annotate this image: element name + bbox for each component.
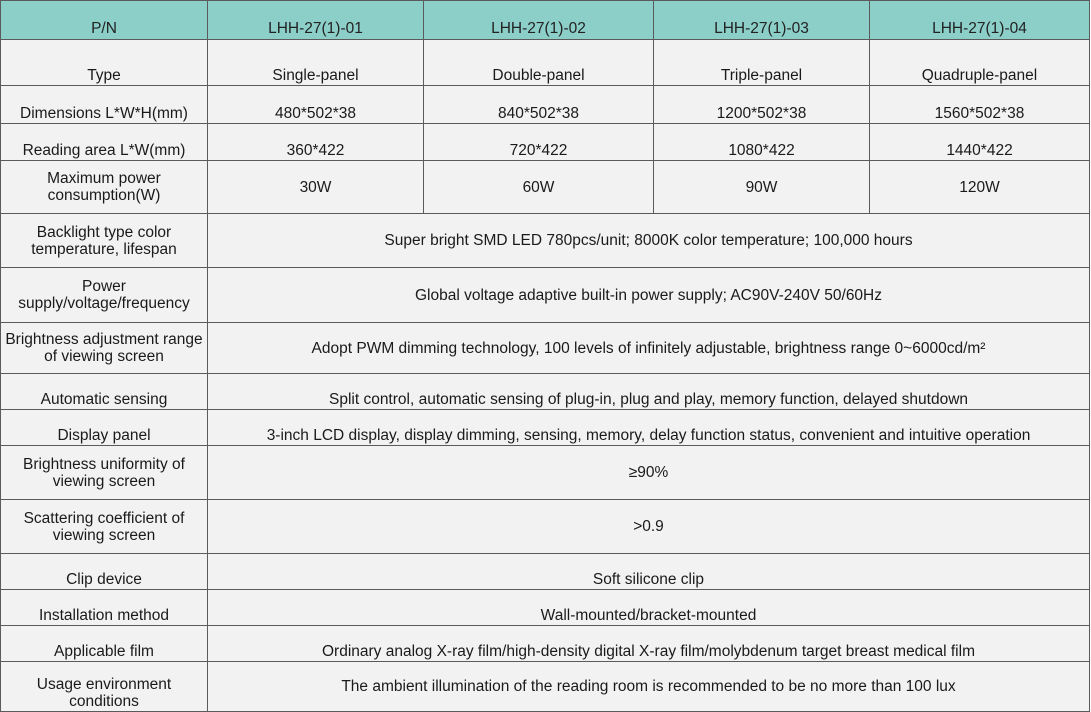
- value-cell: Triple-panel: [654, 40, 870, 86]
- row-label-cell: Usage environment conditions: [1, 662, 208, 712]
- row-label-cell: Display panel: [1, 410, 208, 446]
- row-label-cell: Type: [1, 40, 208, 86]
- row-label-cell: Scattering coefficient of viewing screen: [1, 500, 208, 554]
- merged-value-cell: ≥90%: [208, 446, 1090, 500]
- table-row: [1, 410, 1090, 446]
- value-cell: 120W: [870, 161, 1090, 214]
- merged-value-cell: 3-inch LCD display, display dimming, sensing, memory, delay function status, convenient and intuitive operation: [208, 410, 1090, 446]
- header-model-cell: LHH-27(1)-04: [870, 1, 1090, 40]
- table-row: [1, 446, 1090, 500]
- merged-value-cell: Ordinary analog X-ray film/high-density digital X-ray film/molybdenum target breast medical film: [208, 626, 1090, 662]
- table-row: [1, 323, 1090, 374]
- row-label-cell: Applicable film: [1, 626, 208, 662]
- merged-value-cell: >0.9: [208, 500, 1090, 554]
- value-cell: Single-panel: [208, 40, 424, 86]
- table-row: [1, 590, 1090, 626]
- row-label-cell: Dimensions L*W*H(mm): [1, 86, 208, 124]
- row-label-cell: Automatic sensing: [1, 374, 208, 410]
- row-label-cell: Maximum power consumption(W): [1, 161, 208, 214]
- header-row: [1, 1, 1090, 40]
- table-row: [1, 626, 1090, 662]
- table-row: [1, 40, 1090, 86]
- merged-value-cell: Wall-mounted/bracket-mounted: [208, 590, 1090, 626]
- value-cell: 720*422: [424, 124, 654, 161]
- table-row: [1, 86, 1090, 124]
- row-label-cell: Brightness uniformity of viewing screen: [1, 446, 208, 500]
- value-cell: 840*502*38: [424, 86, 654, 124]
- table-row: [1, 500, 1090, 554]
- value-cell: Double-panel: [424, 40, 654, 86]
- merged-value-cell: The ambient illumination of the reading room is recommended to be no more than 100 lux: [208, 662, 1090, 712]
- merged-value-cell: Soft silicone clip: [208, 554, 1090, 590]
- value-cell: 360*422: [208, 124, 424, 161]
- table-row: [1, 662, 1090, 712]
- header-model-cell: LHH-27(1)-03: [654, 1, 870, 40]
- value-cell: 1560*502*38: [870, 86, 1090, 124]
- value-cell: 1080*422: [654, 124, 870, 161]
- merged-value-cell: Global voltage adaptive built-in power supply; AC90V-240V 50/60Hz: [208, 268, 1090, 323]
- header-model-cell: LHH-27(1)-02: [424, 1, 654, 40]
- merged-value-cell: Super bright SMD LED 780pcs/unit; 8000K color temperature; 100,000 hours: [208, 214, 1090, 268]
- table-row: [1, 124, 1090, 161]
- table-row: [1, 214, 1090, 268]
- value-cell: 90W: [654, 161, 870, 214]
- table-row: [1, 268, 1090, 323]
- row-label-cell: Clip device: [1, 554, 208, 590]
- merged-value-cell: Adopt PWM dimming technology, 100 levels of infinitely adjustable, brightness range 0~6000cd/m²: [208, 323, 1090, 374]
- value-cell: Quadruple-panel: [870, 40, 1090, 86]
- row-label-cell: Brightness adjustment range of viewing screen: [1, 323, 208, 374]
- header-label-cell: P/N: [1, 1, 208, 40]
- value-cell: 60W: [424, 161, 654, 214]
- value-cell: 1200*502*38: [654, 86, 870, 124]
- row-label-cell: Installation method: [1, 590, 208, 626]
- header-model-cell: LHH-27(1)-01: [208, 1, 424, 40]
- row-label-cell: Reading area L*W(mm): [1, 124, 208, 161]
- table-row: [1, 554, 1090, 590]
- value-cell: 480*502*38: [208, 86, 424, 124]
- merged-value-cell: Split control, automatic sensing of plug-in, plug and play, memory function, delayed shutdown: [208, 374, 1090, 410]
- value-cell: 30W: [208, 161, 424, 214]
- row-label-cell: Power supply/voltage/frequency: [1, 268, 208, 323]
- value-cell: 1440*422: [870, 124, 1090, 161]
- table-row: [1, 374, 1090, 410]
- row-label-cell: Backlight type color temperature, lifespan: [1, 214, 208, 268]
- table-row: [1, 161, 1090, 214]
